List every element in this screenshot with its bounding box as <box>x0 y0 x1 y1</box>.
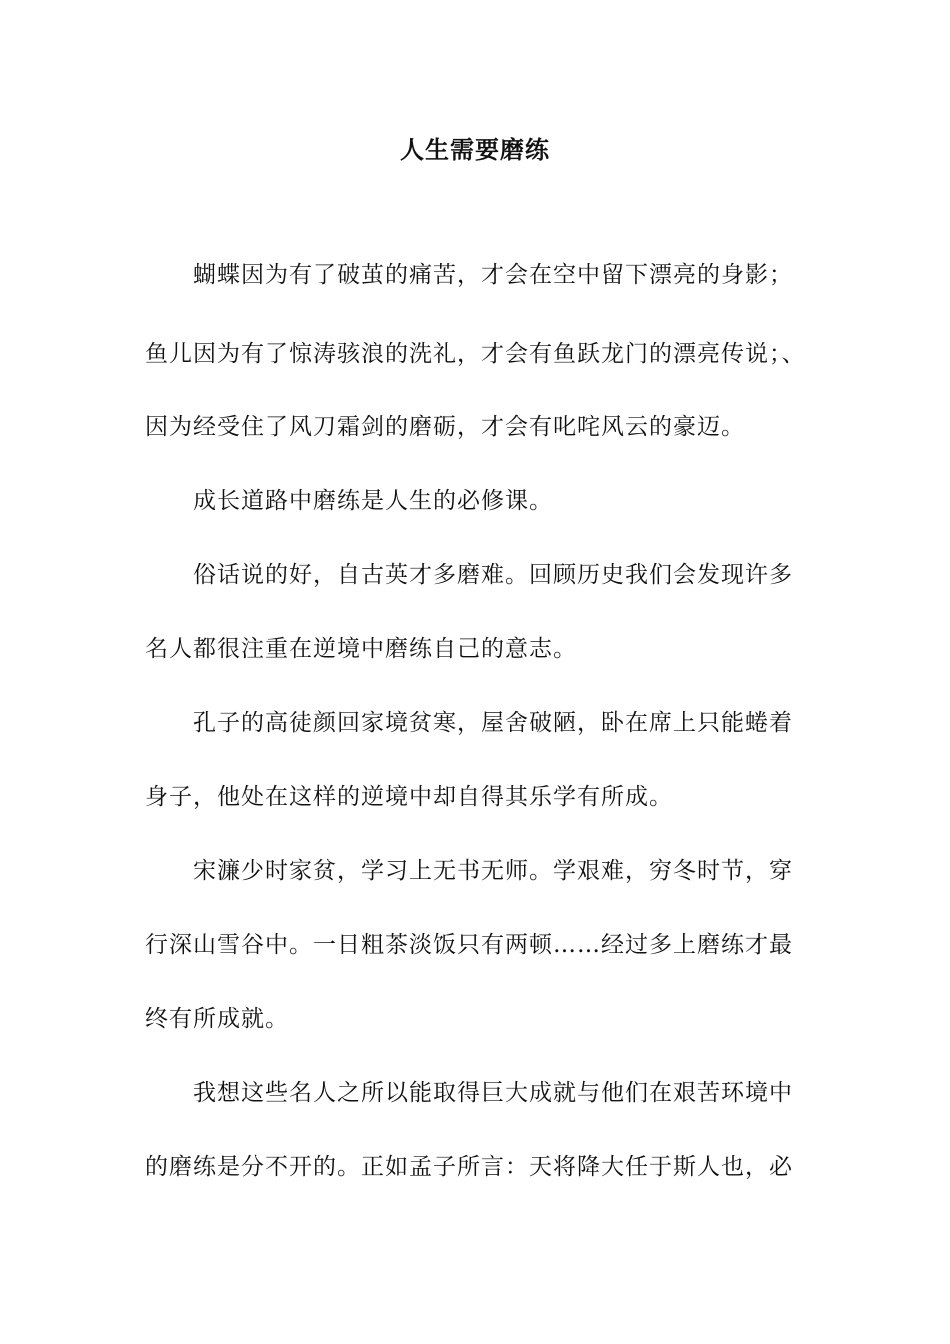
text-line: 我想这些名人之所以能取得巨大成就与他们在艰苦环境中 <box>193 1080 793 1106</box>
text-line: 终有所成就。 <box>145 1006 289 1032</box>
text-line: 宋濂少时家贫，学习上无书无师。学艰难，穷冬时节，穿 <box>193 858 793 884</box>
text-line: 成长道路中磨练是人生的必修课。 <box>193 488 553 514</box>
text-line: 的磨练是分不开的。正如孟子所言：天将降大任于斯人也，必 <box>145 1154 793 1180</box>
text-line: 行深山雪谷中。一日粗茶淡饭只有两顿……经过多上磨练才最 <box>145 932 793 958</box>
text-line: 蝴蝶因为有了破茧的痛苦，才会在空中留下漂亮的身影； <box>193 262 793 288</box>
text-line: 俗话说的好，自古英才多磨难。回顾历史我们会发现许多 <box>193 562 793 588</box>
text-line: 鱼儿因为有了惊涛骇浪的洗礼，才会有鱼跃龙门的漂亮传说；、 <box>145 341 806 367</box>
text-line: 孔子的高徒颜回家境贫寒，屋舍破陋，卧在席上只能蜷着 <box>193 710 793 736</box>
text-line: 身子，他处在这样的逆境中却自得其乐学有所成。 <box>145 784 673 810</box>
text-line: 因为经受住了风刀霜剑的磨砺，才会有叱咤风云的豪迈。 <box>145 414 745 440</box>
document-title: 人生需要磨练 <box>400 136 550 164</box>
text-line: 名人都很注重在逆境中磨练自己的意志。 <box>145 636 577 662</box>
